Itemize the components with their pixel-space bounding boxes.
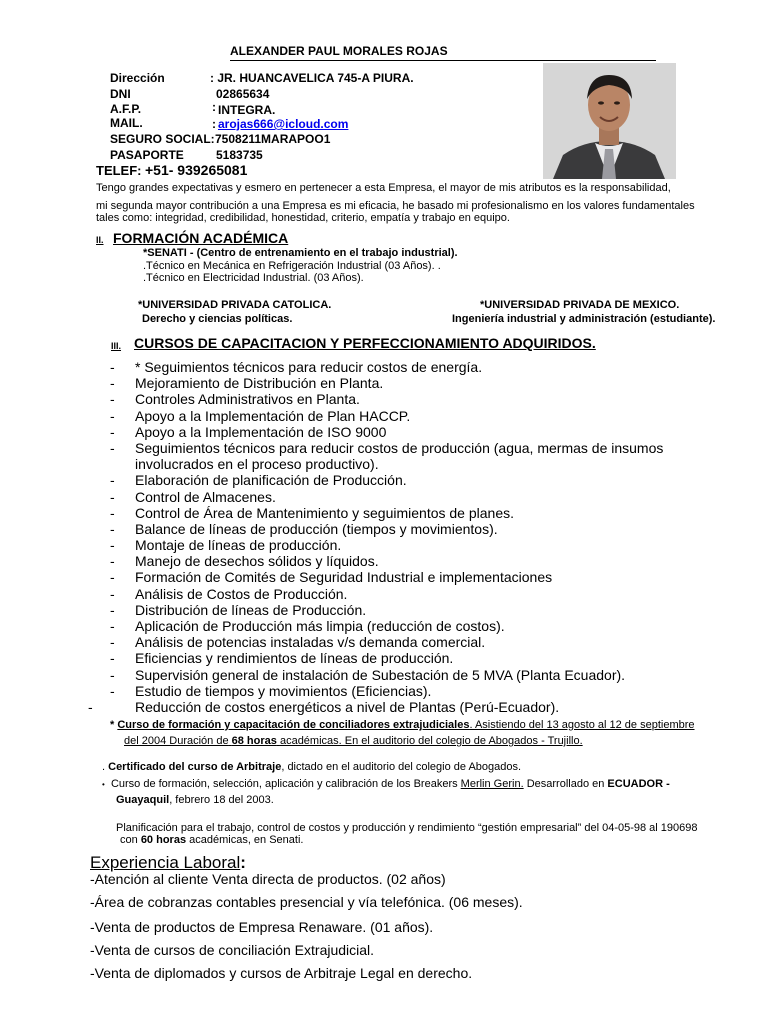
dni-value: 02865634 bbox=[216, 87, 270, 101]
univ1-career: Derecho y ciencias políticas. bbox=[142, 313, 293, 325]
intro-line-1: Tengo grandes expectativas y esmero en pertenecer a esta Empresa, el mayor de mis atributos es la responsabilidad, bbox=[96, 182, 671, 194]
list-item: - Elaboración de planificación de Producción. bbox=[110, 472, 407, 489]
experiencia-item-4: -Venta de cursos de conciliación Extrajudicial. bbox=[90, 942, 375, 958]
cursos-list bbox=[88, 359, 710, 715]
arbitraje-line: . Certificado del curso de Arbitraje, dictado en el auditorio del colegio de Abogados. bbox=[102, 761, 522, 773]
pasaporte-label: PASAPORTE bbox=[110, 148, 184, 162]
dni-label: DNI bbox=[110, 87, 131, 101]
merlin-line-1: • Curso de formación, selección, aplicación y calibración de los Breakers Merlin Gerin. Desarrollado en ECUADOR - bbox=[102, 778, 670, 790]
formacion-tecnico-2: .Técnico en Electricidad Industrial. (03 Años). bbox=[143, 272, 364, 284]
merlin-line-2: Guayaquil, febrero 18 del 2003. bbox=[116, 794, 274, 806]
list-item: - Eficiencias y rendimientos de líneas de producción. bbox=[110, 650, 454, 667]
experiencia-item-2: -Área de cobranzas contables presencial y vía telefónica. (06 meses). bbox=[90, 894, 523, 910]
planificacion-line-1: Planificación para el trabajo, control de costos y producción y rendimiento “gestión empresarial” del 04-05-98 al 190698 bbox=[116, 822, 698, 834]
list-item: - Estudio de tiempos y movimientos (Eficiencias). bbox=[110, 682, 432, 699]
experiencia-item-5: -Venta de diplomados y cursos de Arbitraje Legal en derecho. bbox=[90, 965, 473, 981]
formacion-senati: *SENATI - (Centro de entrenamiento en el trabajo industrial). bbox=[143, 247, 458, 259]
experiencia-item-3: -Venta de productos de Empresa Renaware. (01 años). bbox=[90, 919, 434, 935]
direccion-label: Dirección bbox=[110, 71, 165, 85]
list-item: - Análisis de Costos de Producción. bbox=[110, 585, 348, 602]
conciliadores-line-1: * Curso de formación y capacitación de conciliadores extrajudiciales. Asistiendo del 13 agosto al 12 de septiembre bbox=[110, 719, 695, 731]
pasaporte-value: 5183735 bbox=[216, 148, 263, 162]
list-item: - Análisis de potencias instaladas v/s demanda comercial. bbox=[110, 634, 486, 651]
profile-photo-illustration bbox=[543, 63, 676, 179]
univ2-name: *UNIVERSIDAD PRIVADA DE MEXICO. bbox=[480, 299, 680, 311]
telef-value: +51- 939265081 bbox=[145, 162, 248, 178]
formacion-number: II. bbox=[96, 235, 104, 245]
list-item: - Seguimientos técnicos para reducir costos de producción (agua, mermas de insumos involucrados en el proceso productivo). bbox=[110, 439, 664, 473]
intro-line-2: mi segunda mayor contribución a una Empresa es mi eficacia, he basado mi profesionalismo en los valores fundamentales bbox=[96, 200, 695, 212]
planificacion-line-2: con 60 horas académicas, en Senati. bbox=[120, 834, 304, 846]
list-item: - Distribución de líneas de Producción. bbox=[110, 601, 367, 618]
univ2-career: Ingeniería industrial y administración (estudiante). bbox=[452, 313, 716, 325]
formacion-tecnico-1: .Técnico en Mecánica en Refrigeración Industrial (03 Años). . bbox=[143, 260, 441, 272]
list-item: - Apoyo a la Implementación de Plan HACCP. bbox=[110, 407, 411, 424]
candidate-name: ALEXANDER PAUL MORALES ROJAS bbox=[230, 44, 448, 58]
seguro-label: SEGURO SOCIAL: bbox=[110, 132, 215, 146]
afp-label: A.F.P. bbox=[110, 102, 142, 116]
list-item: - Balance de líneas de producción (tiempos y movimientos). bbox=[110, 520, 498, 537]
univ1-name: *UNIVERSIDAD PRIVADA CATOLICA. bbox=[138, 299, 332, 311]
list-item: - Reducción de costos energéticos a nivel de Plantas (Perú-Ecuador). bbox=[88, 698, 560, 715]
list-item: - Supervisión general de instalación de Subestación de 5 MVA (Planta Ecuador). bbox=[110, 666, 626, 683]
list-item: - * Seguimientos técnicos para reducir costos de energía. bbox=[110, 359, 483, 375]
list-item: - Apoyo a la Implementación de ISO 9000 bbox=[110, 423, 387, 440]
telef-label: TELEF: bbox=[96, 163, 142, 178]
profile-photo bbox=[543, 63, 676, 179]
list-item: - Control de Almacenes. bbox=[110, 488, 276, 505]
seguro-value: 7508211MARAPOO1 bbox=[215, 132, 331, 146]
list-item: - Controles Administrativos en Planta. bbox=[110, 391, 360, 408]
afp-colon: : bbox=[212, 100, 216, 114]
list-item: - Manejo de desechos sólidos y líquidos. bbox=[110, 553, 379, 570]
cursos-number: III. bbox=[111, 341, 122, 351]
mail-label: MAIL. bbox=[110, 116, 143, 130]
formacion-title: FORMACIÓN ACADÉMICA bbox=[113, 230, 289, 246]
intro-line-3: tales como: integridad, credibilidad, honestidad, criterio, empatía y trabajo en equipo. bbox=[96, 212, 510, 224]
list-item: - Formación de Comités de Seguridad Industrial e implementaciones bbox=[110, 569, 553, 586]
experiencia-title: Experiencia Laboral: bbox=[90, 853, 246, 872]
afp-value: INTEGRA. bbox=[218, 103, 276, 117]
list-item: - Aplicación de Producción más limpia (reducción de costos). bbox=[110, 618, 505, 635]
mail-colon: : bbox=[212, 117, 216, 131]
mail-link[interactable]: arojas666@icloud.com bbox=[218, 117, 349, 131]
cursos-title: CURSOS DE CAPACITACION Y PERFECCIONAMIENTO ADQUIRIDOS. bbox=[134, 335, 596, 351]
direccion-value: : JR. HUANCAVELICA 745-A PIURA. bbox=[210, 71, 414, 85]
conciliadores-line-2: del 2004 Duración de 68 horas académicas. En el auditorio del colegio de Abogados - Trujillo. bbox=[124, 735, 583, 747]
list-item: - Control de Área de Mantenimiento y seguimientos de planes. bbox=[110, 504, 514, 521]
experiencia-item-1: -Atención al cliente Venta directa de productos. (02 años) bbox=[90, 871, 446, 887]
list-item: - Mejoramiento de Distribución en Planta. bbox=[110, 375, 384, 392]
list-item: - Montaje de líneas de producción. bbox=[110, 537, 342, 554]
header-divider bbox=[230, 60, 656, 61]
